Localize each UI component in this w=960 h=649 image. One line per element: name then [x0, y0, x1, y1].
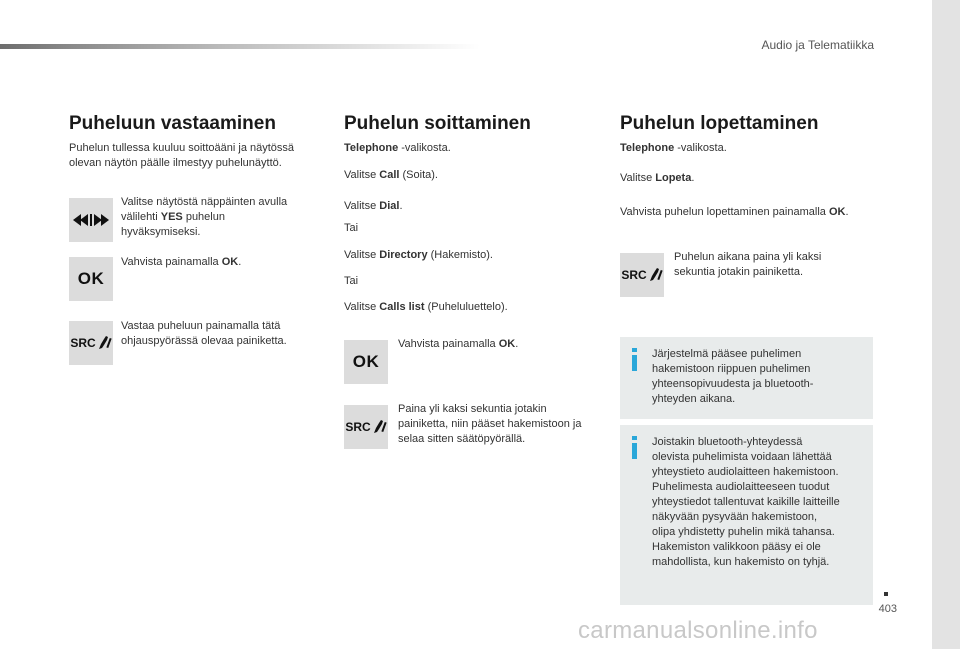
- page-edge-strip: [932, 0, 960, 649]
- call-or-2: Tai: [344, 275, 359, 287]
- left-right-arrows-icon: [71, 211, 111, 229]
- watermark: carmanualsonline.info: [578, 617, 818, 644]
- info-note-2: [620, 425, 873, 605]
- call-line-2: Valitse Call (Soita).: [344, 169, 438, 181]
- answer-intro: Puhelun tullessa kuuluu soittoääni ja näytössä olevan näytön päälle ilmestyy puhelunäyttö.: [69, 142, 295, 169]
- info-note-1-text: Järjestelmä pääsee puhelimen hakemistoon riippuen puhelimen yhteensopivuudesta ja bluetooth-yhteyden aikana.: [652, 348, 814, 405]
- info-note-2-text: Joistakin bluetooth-yhteydessä olevista puhelimista voidaan lähettää yhteystieto audiolaitteen hakemistoon. Puhelimesta audiolaitteeseen tuodut yhteystiedot tallentuvat kaikille laitteille näkyvään pysyvään hakemistoon, olipa yhdistetty puhelin mikä tahansa. Hakemiston valikkoon pääsy ei ole mahdollista, kun hakemisto on tyhjä.: [652, 436, 840, 568]
- ok-button-icon: [344, 340, 388, 384]
- src-icon-label: SRC: [70, 336, 96, 350]
- call-line-1: Telephone -valikosta.: [344, 142, 451, 154]
- answer-step-1: Valitse näytöstä näppäinten avulla välilehti YES puhelun hyväksymiseksi.: [121, 196, 288, 238]
- src-icon-label: SRC: [621, 268, 647, 282]
- src-phone-button-icon: [344, 405, 388, 449]
- end-step-src: Puhelun aikana paina yli kaksi sekuntia jotakin painiketta.: [674, 251, 822, 278]
- phone-handset-icon: [649, 268, 663, 282]
- call-line-5: Valitse Calls list (Puheluluettelo).: [344, 301, 508, 313]
- call-or-1: Tai: [344, 222, 359, 234]
- page-number: 403: [878, 603, 897, 615]
- end-line-3: Vahvista puhelun lopettaminen painamalla OK.: [620, 206, 849, 218]
- end-line-1: Telephone -valikosta.: [620, 142, 727, 154]
- ok-button-icon: [69, 257, 113, 301]
- phone-handset-icon: [373, 420, 387, 434]
- src-icon-label: SRC: [345, 420, 371, 434]
- call-step-src: Paina yli kaksi sekuntia jotakin painiketta, niin pääset hakemistoon ja selaa sitten säätöpyörällä.: [398, 403, 582, 445]
- section-title: Audio ja Telematiikka: [761, 38, 874, 52]
- answer-step-2: Vahvista painamalla OK.: [121, 256, 242, 268]
- call-line-4: Valitse Directory (Hakemisto).: [344, 249, 493, 261]
- ok-icon-label: OK: [77, 269, 105, 288]
- phone-handset-icon: [98, 336, 112, 350]
- answer-step-3: Vastaa puheluun painamalla tätä ohjauspyörässä olevaa painiketta.: [121, 320, 287, 347]
- src-phone-button-icon: [620, 253, 664, 297]
- end-line-2: Valitse Lopeta.: [620, 172, 695, 184]
- heading-make-call: Puhelun soittaminen: [344, 113, 531, 134]
- arrow-keys-icon: [69, 198, 113, 242]
- heading-answer-call: Puheluun vastaaminen: [69, 113, 276, 134]
- call-step-ok: Vahvista painamalla OK.: [398, 338, 519, 350]
- info-icon: [632, 436, 637, 440]
- info-note-1: [620, 337, 873, 419]
- page-marker: [884, 592, 888, 596]
- info-icon: [632, 348, 637, 352]
- call-line-3: Valitse Dial.: [344, 200, 403, 212]
- src-phone-button-icon: [69, 321, 113, 365]
- heading-end-call: Puhelun lopettaminen: [620, 113, 819, 134]
- header-gradient-bar: [0, 44, 480, 49]
- ok-icon-label: OK: [352, 352, 380, 371]
